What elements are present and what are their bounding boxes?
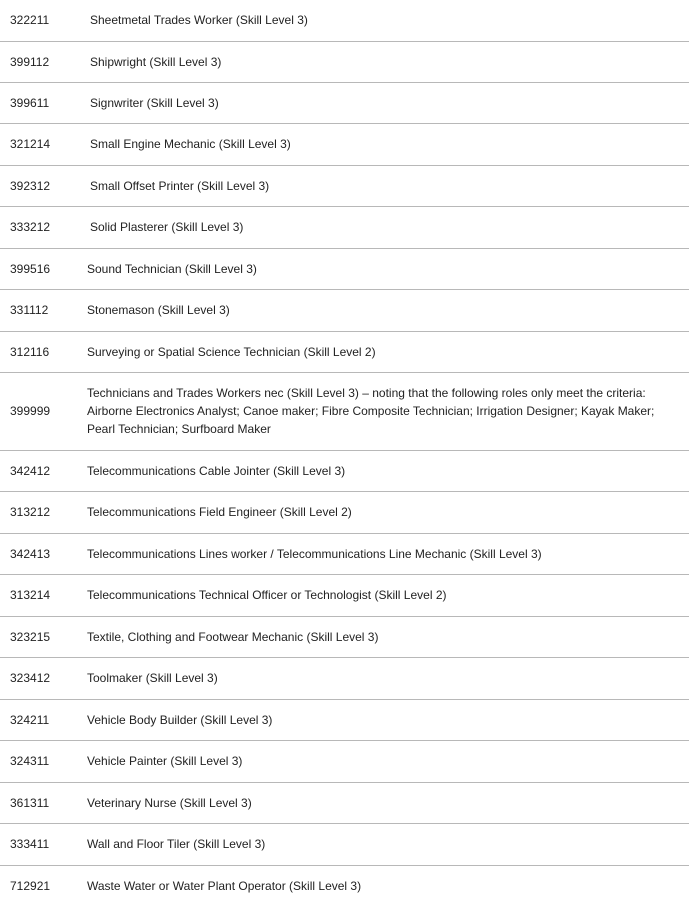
- occupation-code: 324211: [0, 699, 87, 740]
- table-row: [0, 248, 689, 289]
- occupation-code: 323412: [0, 657, 87, 699]
- table-row: [0, 165, 689, 206]
- occupation-title: Wall and Floor Tiler (Skill Level 3): [87, 823, 689, 865]
- table-row: [0, 823, 689, 865]
- occupation-title: Stonemason (Skill Level 3): [87, 289, 689, 331]
- occupation-title: Sound Technician (Skill Level 3): [87, 248, 689, 289]
- occupation-title: Veterinary Nurse (Skill Level 3): [87, 782, 689, 823]
- occupation-title: Surveying or Spatial Science Technician (Skill Level 2): [87, 331, 689, 372]
- occupation-code: 399516: [0, 248, 87, 289]
- occupation-title: Technicians and Trades Workers nec (Skill Level 3) – noting that the following roles only meet the criteria: Airborne Electronics Analyst; Canoe maker; Fibre Composite Technician; Irrigation Designer; Kayak Maker; Pearl Technician; Surfboard Maker: [87, 372, 689, 450]
- table-row: [0, 0, 689, 41]
- occupation-code: 313214: [0, 574, 87, 616]
- occupation-code: 712921: [10, 878, 51, 893]
- occupation-title: Telecommunications Technical Officer or Technologist (Skill Level 2): [87, 574, 689, 616]
- table-row: [0, 574, 689, 616]
- table-row: [0, 206, 689, 248]
- occupation-title: Telecommunications Field Engineer (Skill Level 2): [87, 491, 689, 533]
- occupation-code: 324311: [0, 740, 87, 782]
- table-row: [0, 289, 689, 331]
- table-row: [0, 657, 689, 699]
- occupation-title: Shipwright (Skill Level 3): [87, 41, 689, 82]
- occupation-code: 312116: [0, 331, 87, 372]
- occupation-title: Textile, Clothing and Footwear Mechanic (Skill Level 3): [87, 616, 689, 657]
- occupation-title: Vehicle Painter (Skill Level 3): [87, 740, 689, 782]
- table-row: [0, 782, 689, 823]
- occupation-code: 399611: [0, 82, 87, 123]
- occupation-code: 323215: [0, 616, 87, 657]
- table-row: [0, 616, 689, 657]
- occupation-title: Small Engine Mechanic (Skill Level 3): [87, 123, 689, 165]
- occupation-code: 313212: [0, 491, 87, 533]
- occupation-title: Toolmaker (Skill Level 3): [87, 657, 689, 699]
- table-row: [0, 865, 689, 906]
- table-row: [0, 740, 689, 782]
- occupation-title: Signwriter (Skill Level 3): [87, 82, 689, 123]
- occupation-code: 333212: [0, 206, 87, 248]
- occupation-code: 399999: [0, 372, 87, 450]
- table-row: [0, 450, 689, 491]
- occupation-code: 361311: [0, 782, 87, 823]
- occupation-code: 399112: [0, 41, 87, 82]
- occupation-code: 333411: [0, 823, 87, 865]
- table-row: [0, 491, 689, 533]
- occupation-title: Waste Water or Water Plant Operator (Skill Level 3): [87, 878, 362, 893]
- occupation-title: Telecommunications Cable Jointer (Skill Level 3): [87, 450, 689, 491]
- occupation-code: 322211: [0, 0, 87, 41]
- table-row: [0, 372, 689, 450]
- table-row: [0, 699, 689, 740]
- occupation-title: Small Offset Printer (Skill Level 3): [87, 165, 689, 206]
- occupation-code: 321214: [0, 123, 87, 165]
- table-row: [0, 331, 689, 372]
- table-row: [0, 41, 689, 82]
- occupation-code: 392312: [0, 165, 87, 206]
- occupation-title: Telecommunications Lines worker / Telecommunications Line Mechanic (Skill Level 3): [87, 533, 689, 574]
- table-row: [0, 123, 689, 165]
- table-row: [0, 533, 689, 574]
- occupation-title: Sheetmetal Trades Worker (Skill Level 3): [87, 0, 689, 41]
- table-row: [0, 82, 689, 123]
- occupation-code: 331112: [0, 289, 87, 331]
- occupation-code: 342413: [0, 533, 87, 574]
- occupation-title: Vehicle Body Builder (Skill Level 3): [87, 699, 689, 740]
- occupation-code: 342412: [0, 450, 87, 491]
- occupation-title: Solid Plasterer (Skill Level 3): [87, 206, 689, 248]
